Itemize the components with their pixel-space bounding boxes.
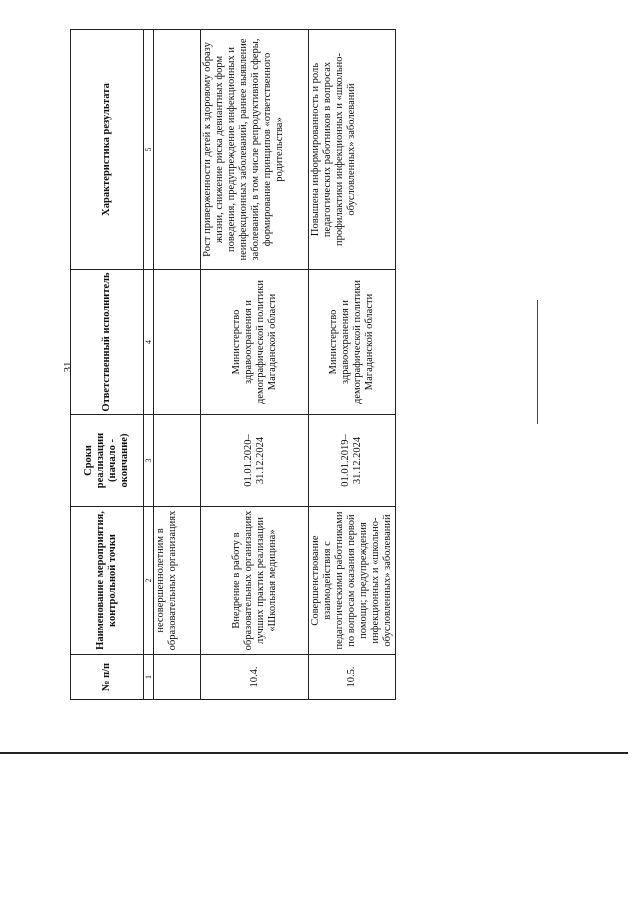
header-executor: Ответственный исполнитель: [71, 270, 144, 415]
row-name: несовершеннолетним в образовательных организациях: [154, 507, 201, 655]
measures-table: [70, 29, 396, 700]
page-number: 31: [62, 361, 74, 373]
column-number: 4: [144, 270, 154, 415]
row-executor: Министерство здравоохранения и демографической политики Магаданской области: [201, 270, 309, 415]
row-num: 10.4.: [201, 655, 309, 700]
header-dates: Сроки реализации (начало - окончание): [71, 415, 144, 507]
column-number: 2: [144, 507, 154, 655]
header-num: № п/п: [71, 655, 144, 700]
row-name: Внедрение в работу в образовательных организациях лучших практик реализации «Школьная медицина»: [201, 507, 309, 655]
row-executor: [154, 270, 201, 415]
divider-line: [537, 300, 538, 424]
row-result: Повышена информированность и роль педагогических работников в вопросах профилактики инфекционных и «школьно-обусловленных» заболеваний: [309, 30, 396, 270]
row-executor: Министерство здравоохранения и демографической политики Магаданской области: [309, 270, 396, 415]
row-result: [154, 30, 201, 270]
row-dates: 01.01.2020– 31.12.2024: [201, 415, 309, 507]
table-row: [201, 30, 309, 700]
table-header-row: [71, 30, 144, 700]
table-wrapper: [83, 17, 640, 692]
table-row: [154, 30, 201, 700]
table-row: [309, 30, 396, 700]
column-number-row: [144, 30, 154, 700]
column-number: 3: [144, 415, 154, 507]
row-dates: [154, 415, 201, 507]
row-dates: 01.01.2019– 31.12.2024: [309, 415, 396, 507]
row-result: Рост приверженности детей к здоровому образу жизни, снижение риска девиантных форм поведения, предупреждение инфекционных и неинфекционных заболеваний, раннее выявление заболеваний, в том числе репродуктивной сферы, формирование принципов «ответственного родительства»: [201, 30, 309, 270]
header-result: Характеристика результата: [71, 30, 144, 270]
row-num: [154, 655, 201, 700]
column-number: 1: [144, 655, 154, 700]
column-number: 5: [144, 30, 154, 270]
row-name: Совершенствование взаимодействия с педагогическими работниками по вопросам оказания первой помощи; предупреждения инфекционных и «школьно-обусловленных» заболеваний: [309, 507, 396, 655]
row-num: 10.5.: [309, 655, 396, 700]
page-bottom-rule: [0, 752, 628, 754]
header-name: Наименование мероприятия, контрольной точки: [71, 507, 144, 655]
